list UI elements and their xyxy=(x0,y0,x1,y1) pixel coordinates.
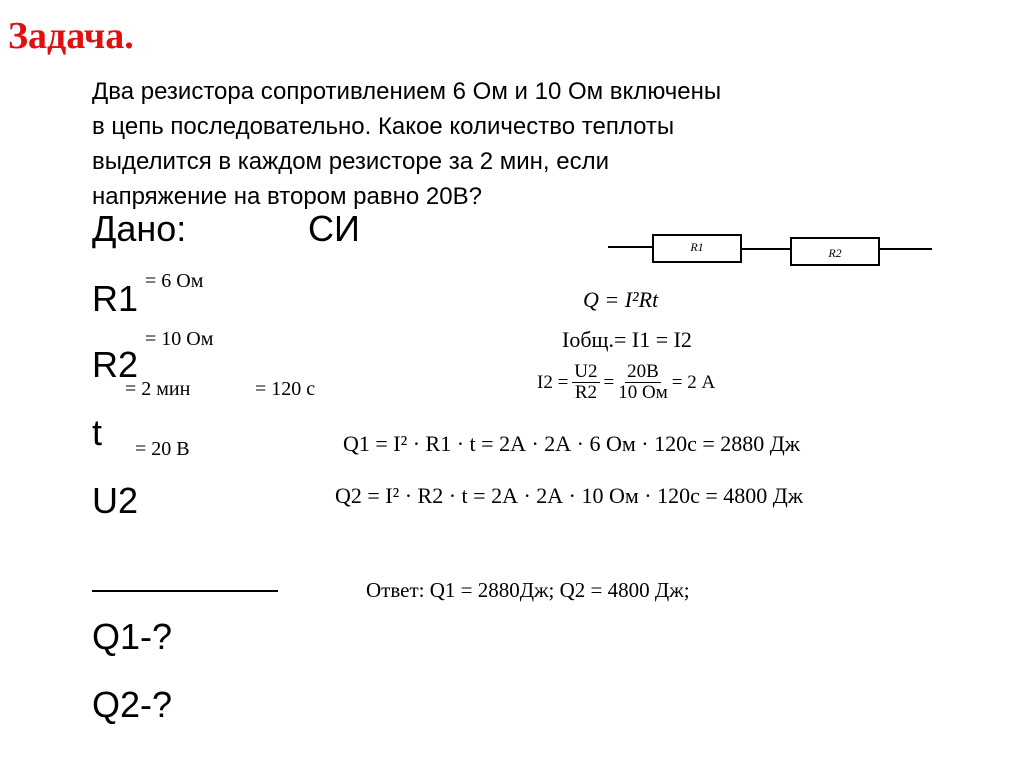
resistor-r1: R1 xyxy=(652,234,742,263)
given-r1-label: R1 xyxy=(92,278,139,319)
wire xyxy=(880,248,932,250)
given-t-value: = 2 мин xyxy=(125,378,191,400)
find-q2: Q2-? xyxy=(92,684,173,725)
given-header: Дано: xyxy=(92,208,187,249)
problem-line-4: напряжение на втором равно 20В? xyxy=(92,183,482,210)
given-t-si-value: = 120 с xyxy=(255,378,316,400)
given-r2-label: R2 xyxy=(92,344,139,385)
wire xyxy=(608,246,652,248)
fraction-u2-r2 xyxy=(572,362,599,403)
equals: = xyxy=(603,371,615,393)
problem-line-3: выделится в каждом резисторе за 2 мин, если xyxy=(92,148,610,175)
i2-rhs: = 2 А xyxy=(671,371,716,393)
i2-lhs: I2 = xyxy=(537,371,569,393)
formula-q1: Q1 = I² · R1 · t = 2А · 2А · 6 Ом · 120с = 2880 Дж xyxy=(343,431,801,456)
given-r1-value: = 6 Ом xyxy=(145,270,204,292)
given-r2-value: = 10 Ом xyxy=(145,328,214,350)
given-divider xyxy=(92,590,278,592)
problem-line-2: в цепь последовательно. Какое количество теплоты xyxy=(92,113,675,140)
given-t-label: t xyxy=(92,412,103,453)
wire xyxy=(742,248,790,250)
denominator: R2 xyxy=(574,382,597,403)
given-u2-value: = 20 В xyxy=(135,438,190,460)
given-u2-label: U2 xyxy=(92,480,139,521)
formula-q2: Q2 = I² · R2 · t = 2А · 2А · 10 Ом · 120с = 4800 Дж xyxy=(335,483,804,508)
denominator: 10 Ом xyxy=(618,382,668,403)
formula-current: Iобщ.= I1 = I2 xyxy=(562,327,692,352)
si-header: СИ xyxy=(308,208,360,249)
numerator: 20В xyxy=(627,361,659,382)
slide-title: Задача. xyxy=(8,15,134,57)
fraction-values xyxy=(618,362,668,403)
find-q1: Q1-? xyxy=(92,616,173,657)
answer: Ответ: Q1 = 2880Дж; Q2 = 4800 Дж; xyxy=(366,578,690,602)
resistor-r2: R2 xyxy=(790,237,880,266)
numerator: U2 xyxy=(574,361,598,382)
formula-joule: Q = I²Rt xyxy=(583,287,659,312)
formula-i2 xyxy=(537,362,715,403)
problem-line-1: Два резистора сопротивлением 6 Ом и 10 Ом включены xyxy=(92,78,722,105)
